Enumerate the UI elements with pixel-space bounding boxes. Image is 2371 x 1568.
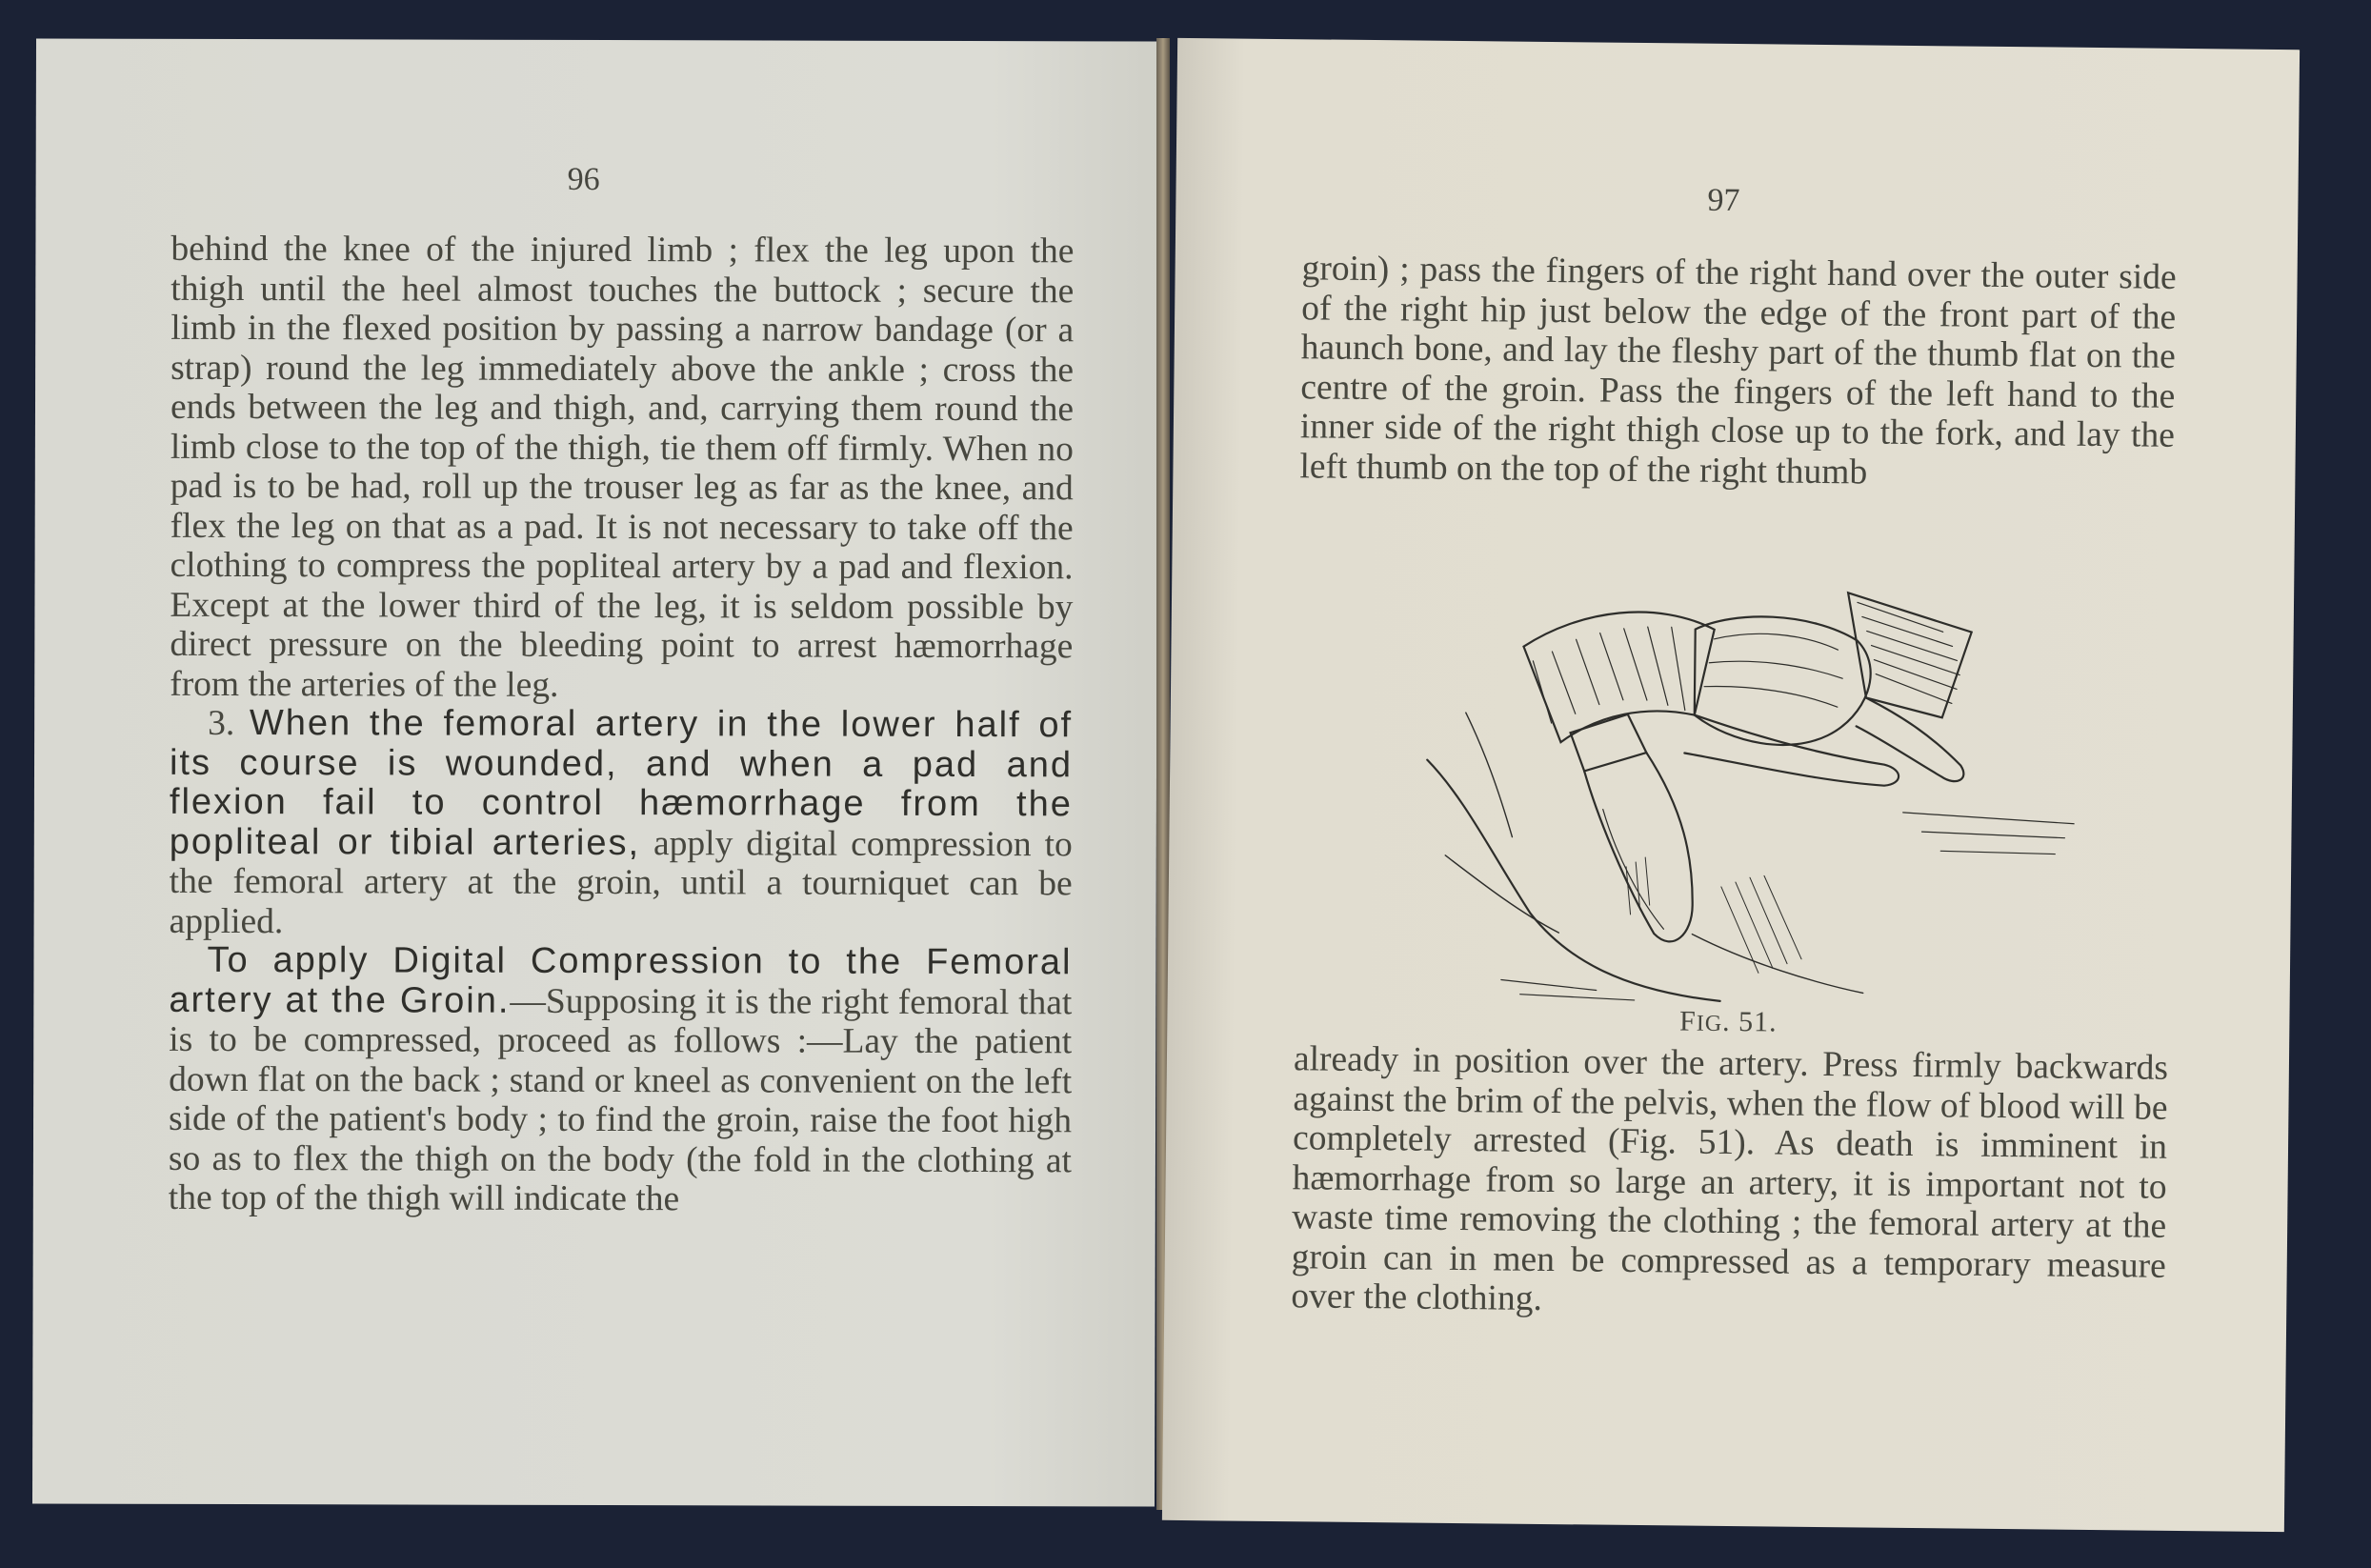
right-page xyxy=(1162,38,2300,1532)
page-number-right: 97 xyxy=(1707,182,1740,219)
paragraph-2-number: 3. xyxy=(208,703,235,744)
paragraph-3-text: —Supposing it is the right femoral that is to be compressed, proceed as follows :—Lay the patient down flat on the back ; stand or kneel as convenient on the left side of the patient's body ; to find the groin, raise the foot high so as to flex the thigh on the body (the fold in the clothing at the top of the thigh will indicate the xyxy=(168,981,1073,1219)
caption-number: . 51. xyxy=(1721,1005,1778,1038)
hands-compressing-groin-illustration xyxy=(1406,569,2078,1014)
left-paragraph-1: behind the knee of the injured limb ; flex the leg upon the thigh until the heel almost touches the buttock ; secure the limb in the flexed position by passing a narrow bandage (or a strap) round the leg immediately above the ankle ; cross the ends between the leg and thigh, and, carrying them round the limb close to the top of the thigh, tie them off firmly. When no pad is to be had, roll up the trouser leg as far as the knee, and flex the leg on that as a pad. It is not necessary to take off the clothing to compress the popliteal artery by a pad and flexion. Except at the lower third of the leg, it is seldom possible by direct pressure on the bleeding point to arrest hæmorrhage from the arteries of the leg. xyxy=(170,229,1075,705)
right-paragraph-bottom: already in position over the artery. Press firmly backwards against the brim of the pelvis, when the flow of blood will be completely arrested (Fig. 51). As death is imminent in hæmorrhage from so large an artery, it is important not to waste time removing the clothing ; the femoral artery at the groin can in men be compressed as a temporary measure over the clothing. xyxy=(1291,1039,2169,1318)
figure-caption xyxy=(1167,1000,2289,1044)
left-paragraph-3 xyxy=(169,941,1073,1220)
left-page xyxy=(32,38,1158,1506)
left-page-body xyxy=(169,230,1075,1220)
left-paragraph-2 xyxy=(170,704,1074,943)
right-page-body-top xyxy=(1299,249,2177,495)
caption-smallcaps: IG xyxy=(1696,1011,1723,1036)
paragraph-3-heading: To apply Digital Compression to the Femoral artery at the Groin. xyxy=(169,939,1073,1021)
right-page-body-bottom xyxy=(1291,1039,2168,1325)
paragraph-2-heading: When the femoral artery in the lower half of its course is wounded, and when a pad and flexion fail to control hæmorrhage from the popliteal or tibial arteries, xyxy=(169,703,1074,863)
caption-prefix: F xyxy=(1678,1005,1697,1037)
paragraph-2-text: apply digital compression to the femoral artery at the groin, until a tourniquet can be applied. xyxy=(169,823,1073,941)
right-paragraph-top: groin) ; pass the fingers of the right hand over the outer side of the right hip just below the edge of the front part of the haunch bone, and lay the fleshy part of the thumb flat on the centre of the groin. Pass the fingers of the left hand to the inner side of the right thigh close up to the fork, and lay the left thumb on the top of the right thumb xyxy=(1299,249,2177,492)
page-number-left: 96 xyxy=(567,161,600,198)
